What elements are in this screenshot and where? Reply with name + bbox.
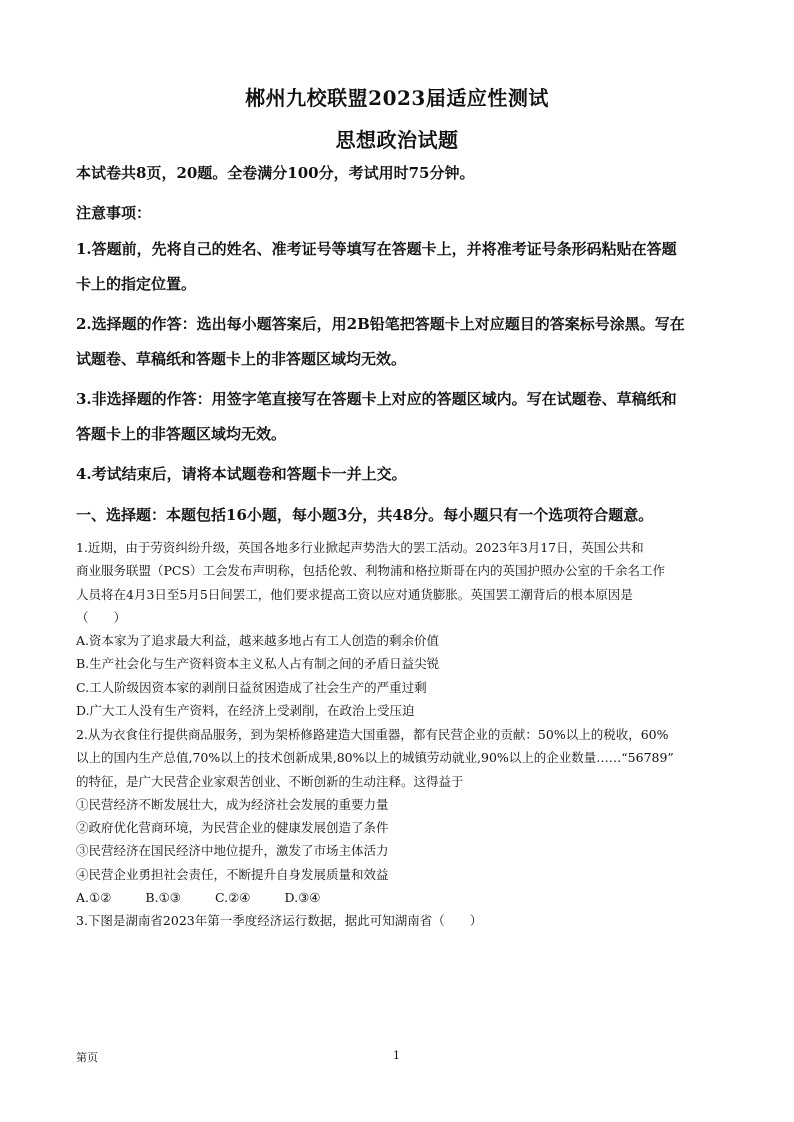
notice-line: 3.非选择题的作答：用签字笔直接写在答题卡上对应的答题区域内。写在试题卷、草稿纸和	[76, 390, 677, 408]
notice-item-1	[76, 232, 724, 302]
question-line: 1.近期，由于劳资纠纷升级，英国各地多行业掀起声势浩大的罢工活动。2023年3月17日，英国公共和	[76, 540, 644, 555]
option-a: A.①②	[76, 890, 112, 906]
notice-line: 试题卷、草稿纸和答题卡上的非答题区域均无效。	[76, 350, 407, 368]
notice-line: 4.考试结束后，请将本试题卷和答题卡一并上交。	[76, 465, 407, 483]
notice-item-2	[76, 307, 724, 377]
question-line: 商业服务联盟（PCS）工会发布声明称，包括伦敦、利物浦和格拉斯哥在内的英国护照办公室的千余名工作	[76, 563, 666, 579]
statement-1: ①民营经济不断发展壮大，成为经济社会发展的重要力量	[76, 796, 389, 812]
question-line: 人员将在4月3日至5月5日间罢工，他们要求提高工资以应对通货膨胀。英国罢工潮背后的根本原因是	[76, 586, 633, 602]
footer-page-label: 第页	[76, 1051, 98, 1064]
notice-line: 答题卡上的非答题区域均无效。	[76, 425, 287, 443]
option-c: C.②④	[215, 890, 251, 906]
notice-line: 2.选择题的作答：选出每小题答案后，用2B铅笔把答题卡上对应题目的答案标号涂黑。写在	[76, 315, 685, 333]
notice-item-4	[76, 457, 724, 492]
statement-2: ②政府优化营商环境，为民营企业的健康发展创造了条件	[76, 820, 389, 836]
question-line: 2.从为衣食住行提供商品服务，到为架桥修路建造大国重器，都有民营企业的贡献：50%以上的税收，60%	[76, 727, 669, 742]
option-d: D.广大工人没有生产资料，在经济上受剥削，在政治上受压迫	[76, 703, 415, 719]
options-row	[76, 886, 724, 909]
exam-title: 郴州九校联盟2023届适应性测试	[245, 86, 549, 110]
section-heading: 一、选择题：本题包括16小题，每小题3分，共48分。每小题只有一个选项符合题意。	[76, 506, 654, 524]
statement-3: ③民营经济在国民经济中地位提升，激发了市场主体活力	[76, 843, 389, 859]
question-2	[76, 723, 724, 933]
option-b: B.生产社会化与生产资料资本主义私人占有制之间的矛盾日益尖锐	[76, 656, 440, 672]
option-a: A.资本家为了追求最大利益，越来越多地占有工人创造的剩余价值	[76, 633, 440, 649]
question-line: （ ）	[76, 609, 127, 625]
notice-line: 1.答题前，先将自己的姓名、准考证号等填写在答题卡上，并将准考证号条形码粘贴在答题	[76, 240, 677, 258]
footer-page-number: 1	[393, 1049, 400, 1062]
notice-item-3	[76, 382, 724, 452]
question-line: 的特征，是广大民营企业家艰苦创业、不断创新的生动注释。这得益于	[76, 773, 464, 789]
exam-intro: 本试卷共8页，20题。全卷满分100分，考试用时75分钟。	[76, 164, 475, 182]
notice-heading: 注意事项：	[76, 204, 152, 222]
statement-4: ④民营企业勇担社会责任，不断提升自身发展质量和效益	[76, 866, 389, 882]
option-b: B.①③	[145, 890, 181, 906]
option-d: D.③④	[284, 890, 321, 906]
exam-subtitle: 思想政治试题	[335, 128, 459, 152]
question-line: 以上的国内生产总值,70%以上的技术创新成果,80%以上的城镇劳动就业,90%以上的企业数量……“56789”	[76, 750, 674, 766]
question-1	[76, 536, 724, 722]
notice-line: 卡上的指定位置。	[76, 275, 197, 293]
question-3-line: 3.下图是湖南省2023年第一季度经济运行数据，据此可知湖南省（ ）	[76, 913, 483, 929]
option-c: C.工人阶级因资本家的剥削日益贫困造成了社会生产的严重过剩	[76, 679, 427, 695]
